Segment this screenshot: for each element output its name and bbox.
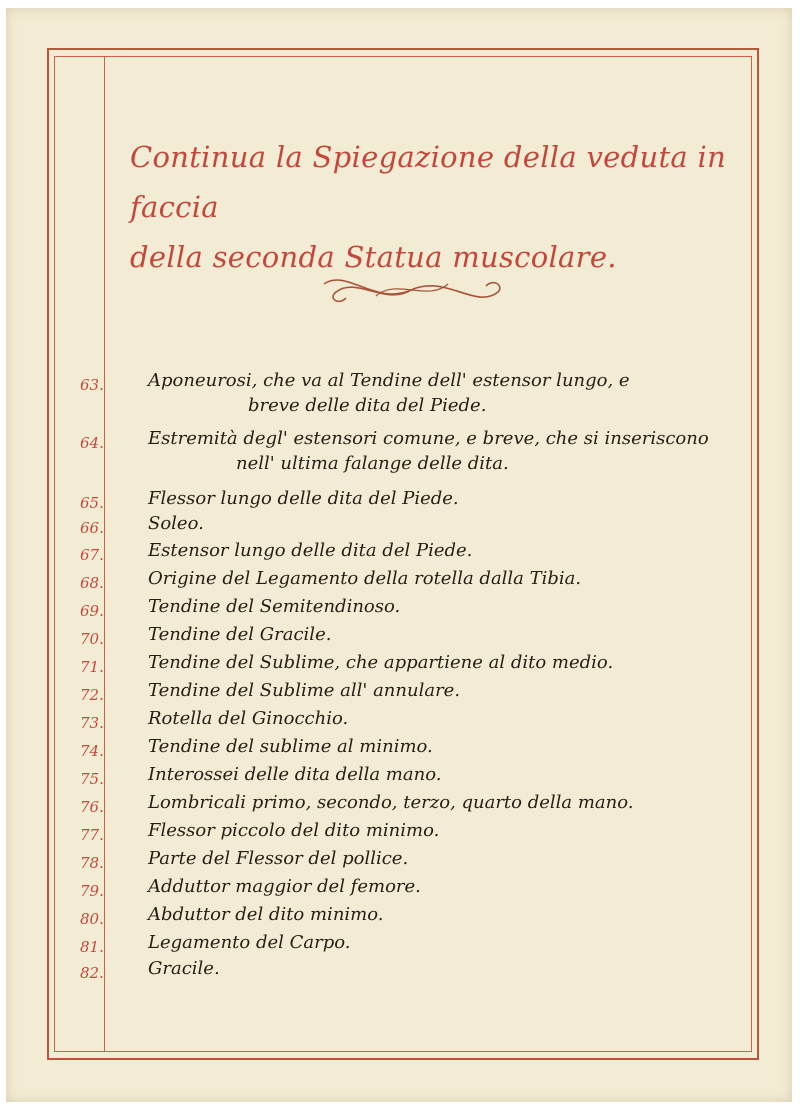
- entry-number: 64.: [80, 434, 104, 452]
- entry-number: 67.: [80, 546, 104, 564]
- entry-text: [148, 904, 383, 925]
- entry-number: 66.: [80, 519, 104, 537]
- entry-text: [148, 848, 408, 869]
- entry-number: 82.: [80, 964, 104, 982]
- entry-line: Gracile.: [148, 958, 220, 979]
- entry-continuation: breve delle dita del Piede.: [248, 395, 487, 416]
- entry-text: [148, 596, 400, 617]
- entry-text: [148, 624, 331, 645]
- entry-line: Tendine del Gracile.: [148, 624, 332, 645]
- entry-text: [148, 932, 351, 953]
- title-line-2: della seconda Statua muscolare.: [130, 240, 617, 274]
- entry-line: Soleo.: [148, 513, 204, 534]
- flourish-ornament: [316, 266, 506, 314]
- entry-number: 78.: [80, 854, 104, 872]
- entry-number: 63.: [80, 376, 104, 394]
- entry-number: 75.: [80, 770, 104, 788]
- entry-text: [148, 764, 441, 785]
- entry-line: Interossei delle dita della mano.: [148, 764, 442, 785]
- entry-text: [148, 792, 634, 813]
- entry-line: Tendine del Sublime all' annulare.: [148, 680, 461, 701]
- entry-line: Aponeurosi, che va al Tendine dell' estensor lungo, e: [148, 370, 630, 391]
- entry-line: Tendine del sublime al minimo.: [148, 736, 433, 757]
- entry-number: 72.: [80, 686, 104, 704]
- entry-continuation: nell' ultima falange delle dita.: [236, 453, 509, 474]
- page-title: [120, 132, 750, 282]
- entry-text: [148, 736, 433, 757]
- entry-line: Flessor piccolo del dito minimo.: [148, 820, 440, 841]
- entry-line: Adduttor maggior del femore.: [148, 876, 421, 897]
- entry-text: [148, 513, 204, 534]
- entry-text: [148, 958, 220, 979]
- entry-text: [148, 568, 581, 589]
- entry-number: 81.: [80, 938, 104, 956]
- entry-text: [148, 680, 460, 701]
- entry-line: Lombricali primo, secondo, terzo, quarto della mano.: [148, 792, 634, 813]
- entry-text: [148, 428, 709, 474]
- entry-line: Legamento del Carpo.: [148, 932, 351, 953]
- entry-line: Tendine del Sublime, che appartiene al dito medio.: [148, 652, 614, 673]
- entry-text: [148, 708, 348, 729]
- entry-number: 65.: [80, 494, 104, 512]
- entry-number: 73.: [80, 714, 104, 732]
- entry-text: [148, 652, 613, 673]
- entry-line: Flessor lungo delle dita del Piede.: [148, 488, 459, 509]
- entry-text: [148, 488, 459, 509]
- entry-number: 71.: [80, 658, 104, 676]
- entry-line: Abduttor del dito minimo.: [148, 904, 384, 925]
- entry-number: 76.: [80, 798, 104, 816]
- entry-number: 68.: [80, 574, 104, 592]
- entry-number: 69.: [80, 602, 104, 620]
- entry-text: [148, 540, 472, 561]
- entry-line: Tendine del Semitendinoso.: [148, 596, 401, 617]
- entry-text: [148, 876, 421, 897]
- entry-number: 80.: [80, 910, 104, 928]
- entry-text: [148, 370, 630, 416]
- entry-line: Origine del Legamento della rotella dalla Tibia.: [148, 568, 582, 589]
- entry-number: 70.: [80, 630, 104, 648]
- entry-number: 74.: [80, 742, 104, 760]
- entry-number: 79.: [80, 882, 104, 900]
- entry-text: [148, 820, 439, 841]
- entry-line: Estremità degl' estensori comune, e breve, che si inseriscono: [148, 428, 709, 449]
- entry-number: 77.: [80, 826, 104, 844]
- entry-line: Rotella del Ginocchio.: [148, 708, 349, 729]
- entry-line: Parte del Flessor del pollice.: [148, 848, 409, 869]
- entry-line: Estensor lungo delle dita del Piede.: [148, 540, 473, 561]
- title-line-1: Continua la Spiegazione della veduta in faccia: [130, 140, 727, 224]
